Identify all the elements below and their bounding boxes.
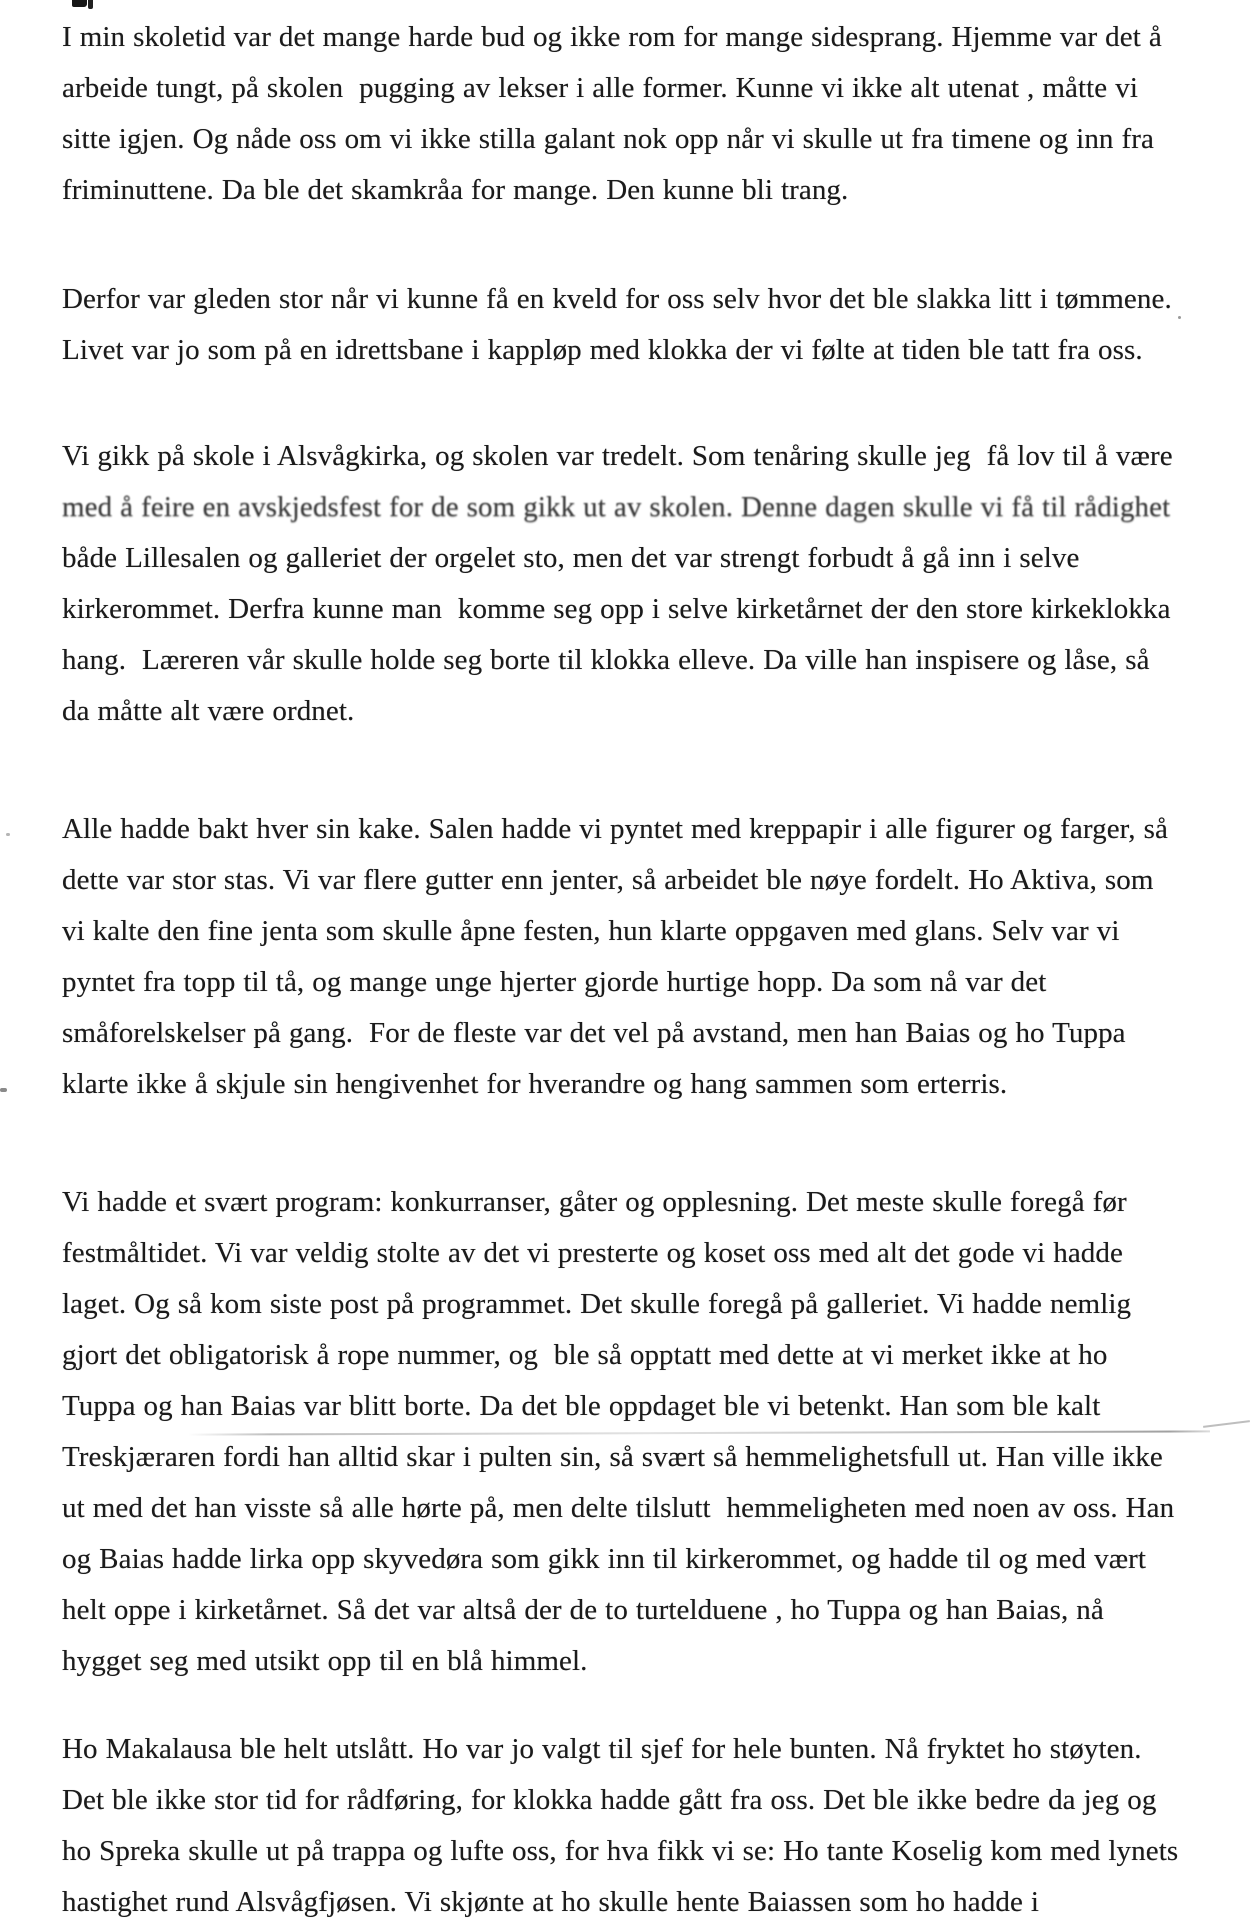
text-line: ut med det han visste så alle hørte på, men delte tilslutt hemmeligheten med noen av oss. Han xyxy=(62,1492,1175,1524)
text-line: hygget seg med utsikt opp til en blå himmel. xyxy=(62,1645,588,1677)
text-line: Livet var jo som på en idrettsbane i kappløp med klokka der vi følte at tiden ble tatt fra oss. xyxy=(62,334,1143,366)
text-line: gjort det obligatorisk å rope nummer, og ble så opptatt med dette at vi merket ikke at ho xyxy=(62,1339,1108,1371)
text-line: friminuttene. Da ble det skamkråa for mange. Den kunne bli trang. xyxy=(62,174,849,206)
paragraph-3 xyxy=(62,431,1210,737)
text-line: pyntet fra topp til tå, og mange unge hjerter gjorde hurtige hopp. Da som nå var det xyxy=(62,966,1047,998)
cutoff-glyph-mark xyxy=(88,0,93,9)
text-line: festmåltidet. Vi var veldig stolte av det vi presterte og koset oss med alt det gode vi hadde xyxy=(62,1237,1123,1269)
text-line: kirkerommet. Derfra kunne man komme seg opp i selve kirketårnet der den store kirkeklokka xyxy=(62,593,1171,625)
ink-speck xyxy=(0,1088,7,1092)
text-line: Vi hadde et svært program: konkurranser, gåter og opplesning. Det meste skulle foregå før xyxy=(62,1186,1127,1218)
text-line: laget. Og så kom siste post på programmet. Det skulle foregå på galleriet. Vi hadde nemlig xyxy=(62,1288,1132,1320)
paragraph-6 xyxy=(62,1724,1210,1928)
text-line: vi kalte den fine jenta som skulle åpne festen, hun klarte oppgaven med glans. Selv var vi xyxy=(62,915,1120,947)
paragraph-4 xyxy=(62,804,1210,1110)
text-line: arbeide tungt, på skolen pugging av lekser i alle former. Kunne vi ikke alt utenat , måtte vi xyxy=(62,72,1138,104)
text-line: Treskjæraren fordi han alltid skar i pulten sin, så svært så hemmelighetsfull ut. Han ville ikke xyxy=(62,1441,1163,1473)
text-line: Det ble ikke stor tid for rådføring, for klokka hadde gått fra oss. Det ble ikke bedre da jeg og xyxy=(62,1784,1157,1816)
text-line: dette var stor stas. Vi var flere gutter enn jenter, så arbeidet ble nøye fordelt. Ho Aktiva, som xyxy=(62,864,1154,896)
paragraph-5 xyxy=(62,1177,1210,1687)
text-line: da måtte alt være ordnet. xyxy=(62,695,355,727)
text-line-smudged: med å feire en avskjedsfest for de som gikk ut av skolen. Denne dagen skulle vi få til rådighet xyxy=(62,491,1171,523)
text-line: helt oppe i kirketårnet. Så det var altså der de to turtelduene , ho Tuppa og han Baias, nå xyxy=(62,1594,1104,1626)
text-line: sitte igjen. Og nåde oss om vi ikke stilla galant nok opp når vi skulle ut fra timene og inn fra xyxy=(62,123,1154,155)
ink-speck xyxy=(6,833,10,836)
paragraph-1 xyxy=(62,12,1210,216)
text-line: Derfor var gleden stor når vi kunne få en kveld for oss selv hvor det ble slakka litt i tømmene. xyxy=(62,283,1172,315)
text-line: hang. Læreren vår skulle holde seg borte til klokka elleve. Da ville han inspisere og låse, så xyxy=(62,644,1150,676)
scan-streak-tail xyxy=(1203,1420,1250,1428)
text-line: og Baias hadde lirka opp skyvedøra som gikk inn til kirkerommet, og hadde til og med vært xyxy=(62,1543,1147,1575)
text-line: I min skoletid var det mange harde bud og ikke rom for mange sidesprang. Hjemme var det å xyxy=(62,21,1162,53)
text-line: klarte ikke å skjule sin hengivenhet for hverandre og hang sammen som erterris. xyxy=(62,1068,1008,1100)
text-line: Vi gikk på skole i Alsvågkirka, og skolen var tredelt. Som tenåring skulle jeg få lov til å være xyxy=(62,440,1173,472)
paragraph-2 xyxy=(62,274,1210,376)
text-line: både Lillesalen og galleriet der orgelet sto, men det var strengt forbudt å gå inn i selve xyxy=(62,542,1080,574)
text-line: småforelskelser på gang. For de fleste var det vel på avstand, men han Baias og ho Tuppa xyxy=(62,1017,1126,1049)
text-line: ho Spreka skulle ut på trappa og lufte oss, for hva fikk vi se: Ho tante Koselig kom med lynets xyxy=(62,1835,1179,1867)
cutoff-glyph-mark xyxy=(72,0,87,7)
text-line-bottom-clipped: hastighet rund Alsvågfjøsen. Vi skjønte at ho skulle hente Baiassen som ho hadde i xyxy=(62,1886,1040,1918)
text-line: Ho Makalausa ble helt utslått. Ho var jo valgt til sjef for hele bunten. Nå fryktet ho støyten. xyxy=(62,1733,1142,1765)
text-line: Tuppa og han Baias var blitt borte. Da det ble oppdaget ble vi betenkt. Han som ble kalt xyxy=(62,1390,1101,1422)
text-line: Alle hadde bakt hver sin kake. Salen hadde vi pyntet med kreppapir i alle figurer og farger, så xyxy=(62,813,1168,845)
